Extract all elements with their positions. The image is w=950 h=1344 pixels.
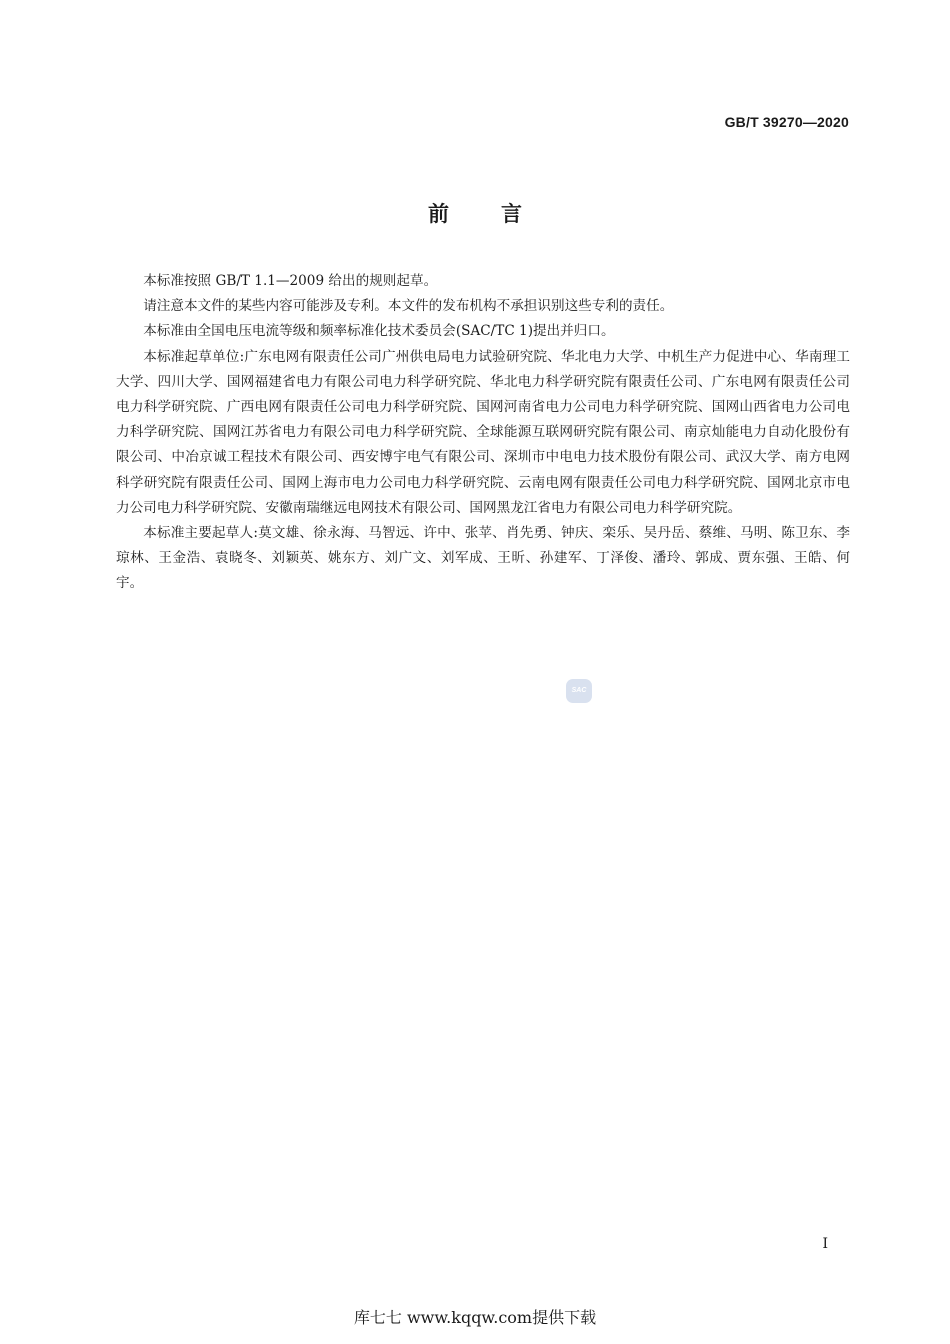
- foreword-body: [116, 269, 850, 597]
- page-number: I: [822, 1236, 828, 1252]
- paragraph-drafting-rules: 本标准按照 GB/T 1.1—2009 给出的规则起草。: [143, 273, 438, 289]
- page-title: 前言: [428, 202, 574, 226]
- paragraph-patent-notice: 请注意本文件的某些内容可能涉及专利。本文件的发布机构不承担识别这些专利的责任。: [143, 298, 674, 315]
- paragraph-proposer: 本标准由全国电压电流等级和频率标准化技术委员会(SAC/TC 1)提出并归口。: [143, 323, 615, 340]
- paragraph-drafting-units: 本标准起草单位:广东电网有限责任公司广州供电局电力试验研究院、华北电力大学、中机生产力促进中心、华南理工大学、四川大学、国网福建省电力有限公司电力科学研究院、华北电力科学研究院有限责任公司、广东电网有限责任公司电力科学研究院、广西电网有限责任公司电力科学研究院、国网河南省电力公司电力科学研究院、国网山西省电力公司电力科学研究院、国网江苏省电力有限公司电力科学研究院、全球能源互联网研究院有限公司、南京灿能电力自动化股份有限公司、中冶京诚工程技术有限公司、西安博宇电气有限公司、深圳市中电电力技术股份有限公司、武汉大学、南方电网科学研究院有限责任公司、国网上海市电力公司电力科学研究院、云南电网有限责任公司电力科学研究院、国网北京市电力公司电力科学研究院、安徽南瑞继远电网技术有限公司、国网黑龙江省电力有限公司电力科学研究院。: [116, 348, 850, 516]
- download-footer: 库七七 www.kqqw.com提供下载: [353, 1308, 597, 1327]
- paragraph-drafters: 本标准主要起草人:莫文雄、徐永海、马智远、许中、张苹、肖先勇、钟庆、栾乐、吴丹岳、蔡维、马明、陈卫东、李琼林、王金浩、袁晓冬、刘颖英、姚东方、刘广文、刘军成、王昕、孙建军、丁泽俊、潘玲、郭成、贾东强、王皓、何宇。: [116, 525, 850, 592]
- standard-code: GB/T 39270—2020: [724, 114, 849, 130]
- sac-watermark-logo: SAC: [566, 679, 592, 703]
